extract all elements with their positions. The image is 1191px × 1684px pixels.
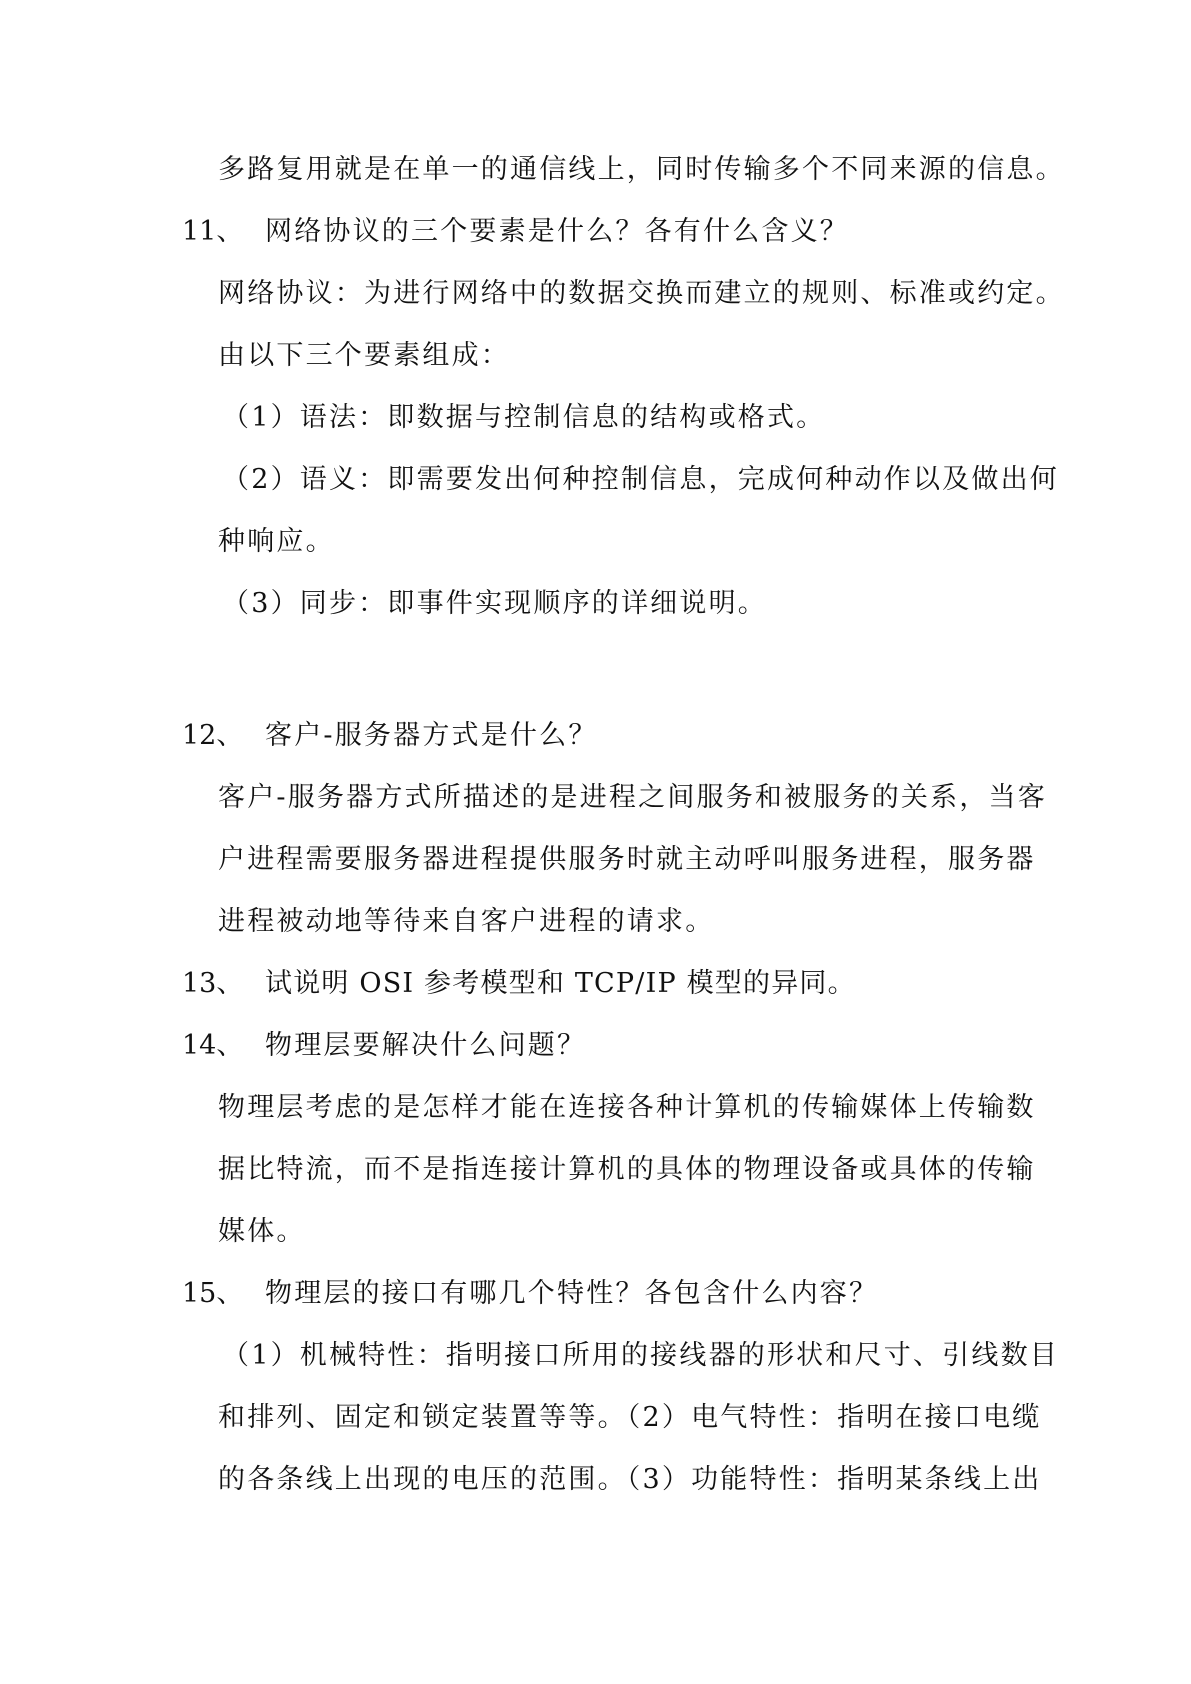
list-item: （3）同步：即事件实现顺序的详细说明。 <box>222 588 767 619</box>
question-number: 15、 <box>182 1278 244 1309</box>
list-item: （2）语义：即需要发出何种控制信息，完成何种动作以及做出何 <box>222 464 1059 495</box>
paragraph-line: 网络协议：为进行网络中的数据交换而建立的规则、标准或约定。 <box>218 278 1065 309</box>
list-item: （1）语法：即数据与控制信息的结构或格式。 <box>222 402 826 433</box>
paragraph-line: 据比特流，而不是指连接计算机的具体的物理设备或具体的传输 <box>218 1154 1036 1185</box>
question-heading: 物理层要解决什么问题？ <box>265 1030 587 1061</box>
paragraph-line: 的各条线上出现的电压的范围。（3）功能特性：指明某条线上出 <box>218 1464 1042 1495</box>
question-heading: 物理层的接口有哪几个特性？各包含什么内容？ <box>265 1278 879 1309</box>
question-heading: 客户-服务器方式是什么？ <box>265 720 598 751</box>
paragraph-line: 种响应。 <box>218 526 335 557</box>
paragraph-line: 媒体。 <box>218 1216 306 1247</box>
question-number: 14、 <box>182 1030 244 1061</box>
question-heading: 试说明 OSI 参考模型和 TCP/IP 模型的异同。 <box>265 968 856 999</box>
paragraph-line: 客户-服务器方式所描述的是进程之间服务和被服务的关系，当客 <box>218 782 1047 813</box>
paragraph-line: 户进程需要服务器进程提供服务时就主动呼叫服务进程，服务器 <box>218 844 1036 875</box>
list-item: （1）机械特性：指明接口所用的接线器的形状和尺寸、引线数目 <box>222 1340 1059 1371</box>
question-number: 11、 <box>182 216 244 247</box>
question-number: 12、 <box>182 720 244 751</box>
question-heading: 网络协议的三个要素是什么？各有什么含义？ <box>265 216 849 247</box>
paragraph-line: 进程被动地等待来自客户进程的请求。 <box>218 906 715 937</box>
question-number: 13、 <box>182 968 244 999</box>
paragraph-line: 由以下三个要素组成： <box>218 340 510 371</box>
paragraph-line: 物理层考虑的是怎样才能在连接各种计算机的传输媒体上传输数 <box>218 1092 1036 1123</box>
paragraph-line: 和排列、固定和锁定装置等等。（2）电气特性：指明在接口电缆 <box>218 1402 1042 1433</box>
paragraph-line: 多路复用就是在单一的通信线上，同时传输多个不同来源的信息。 <box>218 154 1065 185</box>
